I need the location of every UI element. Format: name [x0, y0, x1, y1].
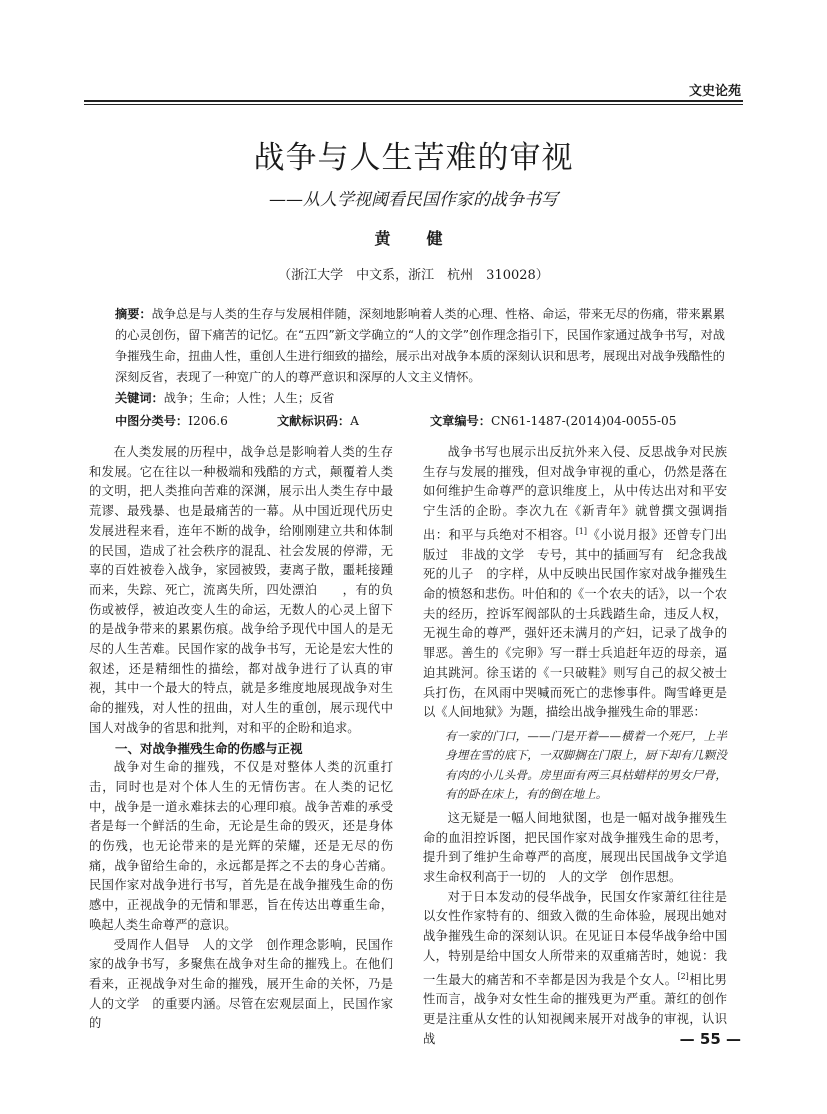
article-subtitle: ——从人学视阈看民国作家的战争书写	[269, 190, 558, 210]
left-column	[89, 443, 406, 1034]
clc-value: I206.6	[188, 414, 228, 428]
clc-number	[115, 412, 228, 429]
doc-code-value: A	[350, 414, 359, 428]
abstract	[115, 304, 725, 388]
citation-ref: [1]	[575, 526, 588, 536]
paragraph-text: 对于日本发动的侵华战争，民国女作家萧红往往是以女性作家特有的、细致入微的生命体验，展现出她对战争摧残生命的深刻认识。在见证日本侵华战争给中国人，特别是给中国女人所带来的双重痛苦时，她说：我一生最大的痛苦和不幸都是因为我是个女人。	[423, 889, 727, 987]
block-quote: 有一家的门口，——门是开着——横着一个死尸，上半身埋在雪的底下，一双脚搁在门限上，厨下却有几颗没有肉的小儿头骨。房里面有两三具枯蜡样的男女尸骨，有的卧在床上，有的倒在地上。	[445, 728, 727, 802]
article-title: 战争与人生苦难的审视	[253, 140, 574, 176]
right-column	[423, 443, 727, 1049]
page-number: — 55 —	[679, 1030, 741, 1048]
doc-code-label: 文献标识码：	[277, 414, 351, 428]
body-paragraph: 受周作人倡导 人的文学 创作理念影响，民国作家的战争书写，多聚焦在战争对生命的摧残上。在他们看来，正视战争对生命的摧残，展开生命的关怀，乃是 人的文学 的重要内涵。尽管在宏观层面上，民国作家的	[89, 937, 406, 1031]
affiliation: （浙江大学 中文系，浙江 杭州 310028）	[278, 268, 549, 283]
paragraph-text: 战争书写也展示出反抗外来入侵、反思战争对民族生存与发展的摧残，但对战争审视的重心，仍然是落在如何维护生命尊严的意识维度上，从中传达出对和平安宁生活的企盼。李次九在《新青年》就曾撰文强调指出：和平与兵绝对不相容。	[423, 445, 727, 542]
keywords	[115, 389, 334, 406]
abstract-text: 战争总是与人类的生存与发展相伴随，深刻地影响着人类的心理、性格、命运，带来无尽的伤痛，带来累累的心灵创伤，留下痛苦的记忆。在“五四”新文学确立的“人的文学”创作理念指引下，民国作家通过战争书写，对战争摧残生命，扭曲人性，重创人生进行细致的描绘，展示出对战争本质的深刻认识和思考，展现出对战争残酷性的深刻反省，表现了一种宽广的人的尊严意识和深厚的人文主义情怀。	[115, 307, 726, 384]
citation-ref: [2]	[677, 971, 689, 981]
body-paragraph: 战争对生命的摧残，不仅是对整体人类的沉重打击，同时也是对个体人生的无情伤害。在人类的记忆中，战争是一道永难抹去的心理印痕。战争苦难的承受者是每一个鲜活的生命，无论是生命的毁灭，还是身体的伤残，也无论带来的是光辉的荣耀，还是无尽的伤痛，战争留给生命的，永远都是挥之不去的身心苦痛。民国作家对战争进行书写，首先是在战争摧残生命的伤感中，正视战争的无情和罪恶，旨在传达出尊重生命，唤起人类生命尊严的意识。	[89, 760, 393, 932]
document-code	[277, 412, 359, 429]
keywords-label: 关键词：	[115, 391, 164, 405]
article-no-label: 文章编号：	[430, 414, 491, 428]
clc-label: 中图分类号：	[115, 414, 189, 428]
body-paragraph: 在人类发展的历程中，战争总是影响着人类的生存和发展。它在往以一种极端和残酷的方式，颠覆着人类的文明，把人类推向苦难的深渊，展示出人类生存中最荒谬、最残暴、也是最痛苦的一幕。从中国近现代历史发展进程来看，连年不断的战争，给刚刚建立共和体制的民国，造成了社会秩序的混乱、社会发展的停滞，无辜的百姓被卷入战争，家园被毁，妻离子散，噩耗接踵而来，失踪、死亡，流离失所，四处漂泊 ，有的负伤或被俘，被迫改变人生的命运，无数人的心灵上留下的是战争带来的累累伤痕。战争给予现代中国人的是无尽的人生苦难。民国作家的战争书写，无论是宏大性的叙述，还是精细性的描绘，都对战争进行了认真的审视，其中一个最大的特点，就是多维度地展现战争对生命的摧残，对人性的扭曲，对人生的重创，展示现代中国人对战争的省思和批判，对和平的企盼和追求。	[89, 445, 393, 735]
article-no-value: CN61-1487-(2014)04-0055-05	[490, 414, 677, 428]
header-rule	[84, 100, 743, 102]
article-number	[430, 412, 676, 429]
body-paragraph	[423, 888, 727, 1050]
section-label: 文史论苑	[688, 84, 741, 99]
header-rule-thin	[84, 104, 743, 105]
body-paragraph: 这无疑是一幅人间地狱图，也是一幅对战争摧残生命的血泪控诉图，把民国作家对战争摧残生命的思考，提升到了维护生命尊严的高度，展现出民国战争文学追求生命权利高于一切的 人的文学 创作思想。	[423, 810, 727, 885]
paragraph-text: 相比男性而言，战争对女性生命的摧残更为严重。萧红的创作更是注重从女性的认知视阈来展开对战争的审视，认识战	[423, 972, 727, 1046]
keywords-text: 战争；生命；人性；人生；反省	[163, 391, 335, 405]
body-paragraph	[423, 443, 727, 723]
paragraph-text: 《小说月报》还曾专门出版过 非战的文学 专号，其中的插画写有 纪念我战死的儿子 的字样，从中反映出民国作家对战争摧残生命的愤怒和悲伤。叶伯和的《一个农夫的话》，以一个农夫的经历，控诉军阀部队的士兵践踏生命，违反人权，无视生命的尊严，强奸还未满月的产妇，记录了战争的罪恶。善生的《完卵》写一群士兵追赶年迈的母亲，逼迫其跳河。徐玉诺的《一只破鞋》则写自己的叔父被士兵打伤，在风雨中哭喊而死亡的悲惨事件。陶雪峰更是以《人间地狱》为题，描绘出战争摧残生命的罪恶：	[423, 527, 727, 720]
section-heading: 一、对战争摧残生命的伤感与正视	[115, 740, 303, 756]
author: 黄 健	[374, 229, 453, 248]
abstract-label: 摘要：	[115, 307, 152, 321]
